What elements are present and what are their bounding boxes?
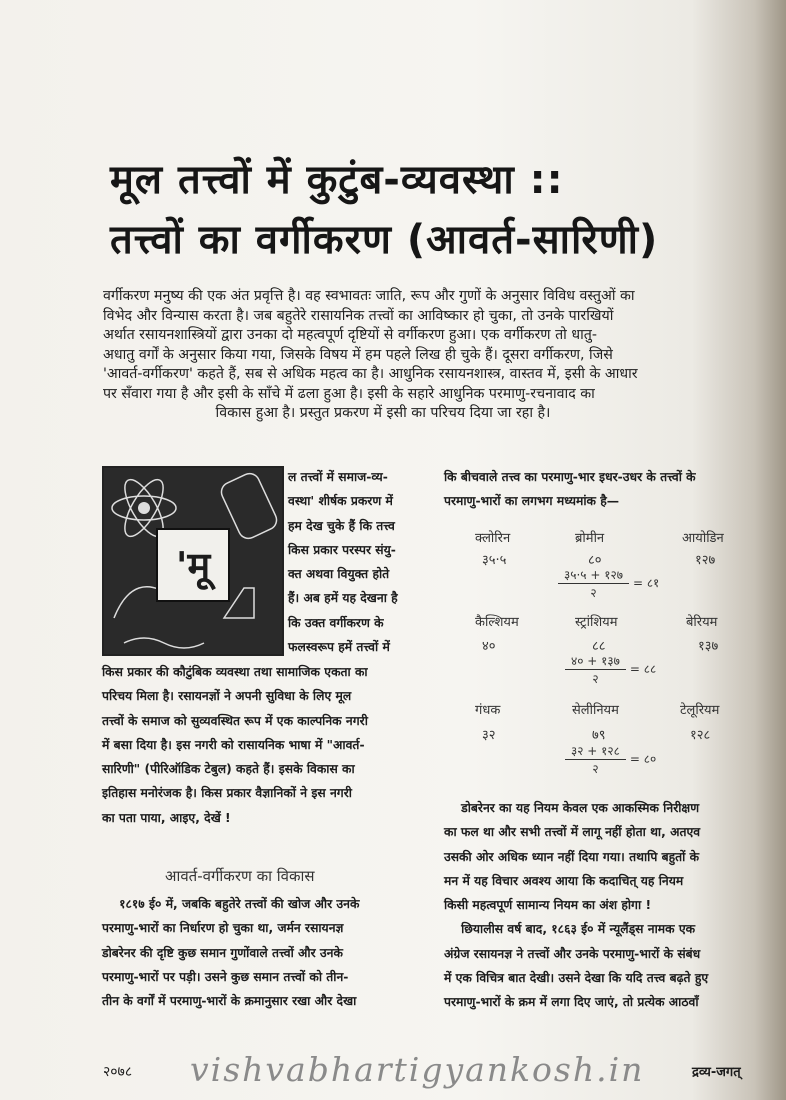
text-line: कि बीचवाले तत्त्व का परमाणु-भार इधर-उधर के तत्त्वों के	[444, 470, 696, 484]
intro-line: अधातु वर्गों के अनुसार किया गया, जिसके विषय में हम पहले लिख ही चुके हैं। दूसरा वर्गीकरण, जिसे	[103, 346, 613, 363]
text-line: तीन के वर्गों में परमाणु-भारों के क्रमानुसार रखा और देखा	[102, 994, 357, 1009]
formula-denominator: २	[592, 672, 599, 686]
text-line: परमाणु-भारों पर पड़ी। उसने कुछ समान तत्त्वों को तीन-	[102, 969, 349, 984]
element-name: सेलीनियम	[572, 703, 619, 718]
atomic-weight: १२७	[695, 553, 716, 568]
atomic-weight: १२८	[690, 728, 711, 743]
text-line: १८१७ ई० में, जबकि बहुतेरे तत्त्वों की खोज और उनके	[102, 897, 360, 911]
atomic-weight: ८८	[592, 639, 606, 654]
formula-numerator: ४० + १३७	[565, 652, 626, 670]
intro-line: विकास हुआ है। प्रस्तुत प्रकरण में इसी का परिचय दिया जा रहा है।	[215, 405, 551, 421]
text-line: किस प्रकार की कौटुंबिक व्यवस्था तथा सामाजिक एकता का	[102, 665, 368, 679]
text-line: इतिहास मनोरंजक है। किस प्रकार वैज्ञानिकों ने इस नगरी	[102, 786, 352, 801]
text-line: हम देख चुके हैं कि तत्त्व	[288, 518, 395, 533]
chapter-title-line2: तत्त्वों का वर्गीकरण (आवर्त-सारिणी)	[110, 217, 659, 263]
atomic-weight: ८०	[588, 553, 602, 568]
text-line: सारिणी" (पीरिऑडिक टेबुल) कहते हैं। इसके विकास का	[102, 762, 355, 777]
text-line: किसी महत्वपूर्ण सामान्य नियम का अंश होगा !	[444, 898, 652, 913]
text-line: वस्था' शीर्षक प्रकरण में	[288, 494, 393, 509]
left-column-section	[102, 892, 359, 1013]
element-name: बेरियम	[686, 615, 718, 630]
element-name: क्लोरिन	[475, 531, 511, 546]
text-line: का पता पाया, आइए, देखें !	[102, 810, 231, 825]
running-title: द्रव्य-जगत्	[692, 1065, 741, 1080]
text-line: छियालीस वर्ष बाद, १८६३ ई० में न्यूलैंड्स नामक एक	[444, 922, 696, 937]
text-line: तत्त्वों के समाज को सुव्यवस्थित रूप में एक काल्पनिक नगरी	[102, 713, 368, 728]
text-line: ल तत्त्वों में समाज-व्य-	[288, 470, 388, 484]
atomic-weight: ३५·५	[482, 553, 507, 568]
text-line: परिचय मिला है। रसायनज्ञों ने अपनी सुविधा के लिए मूल	[102, 689, 352, 704]
formula-result: = ८८	[629, 662, 657, 676]
text-line: डोबरेनर का यह नियम केवल एक आकस्मिक निरीक्षण	[444, 801, 700, 815]
element-name: आयोडिन	[682, 531, 724, 546]
triad-average-formula	[565, 652, 657, 687]
text-line: में बसा दिया है। इस नगरी को रासायनिक भाषा में "आवर्त-	[102, 737, 365, 752]
intro-line: विभेद और विन्यास करता है। जब बहुतेरे रासायनिक तत्त्वों का आविष्कार हो चुका, तो उनके पारखियों	[103, 307, 614, 324]
atomic-weight: १३७	[698, 639, 719, 654]
formula-denominator: २	[590, 586, 597, 600]
text-line: फलस्वरूप हमें तत्त्वों में	[288, 640, 390, 655]
text-line: उसकी ओर अधिक ध्यान नहीं दिया गया। तथापि बहुतों के	[444, 849, 700, 864]
intro-line: पर सँवारा गया है और इसी के साँचे में ढला हुआ है। इसी के सहारे आधुनिक परमाणु-रचनावाद का	[103, 385, 595, 402]
text-line: अंग्रेज रसायनज्ञ ने तत्त्वों और उनके परमाणु-भारों के संबंध	[444, 946, 701, 961]
text-line: हैं। अब हमें यह देखना है	[288, 591, 398, 606]
text-line: किस प्रकार परस्पर संयु-	[288, 542, 396, 557]
text-line: परमाणु-भारों के क्रम में लगा दिए जाएं, तो प्रत्येक आठवाँ	[444, 995, 699, 1010]
text-line: का फल था और सभी तत्त्वों में लागू नहीं होता था, अतएव	[444, 825, 701, 840]
drop-cap: 'मू	[156, 528, 230, 602]
element-name: स्ट्रांशियम	[575, 615, 618, 630]
chapter-illustration	[102, 466, 284, 656]
element-name: ब्रोमीन	[575, 531, 605, 546]
atomic-weight: ३२	[482, 728, 496, 743]
formula-denominator: २	[592, 762, 599, 776]
page-number: २०७८	[103, 1064, 133, 1080]
element-name: गंधक	[475, 703, 501, 718]
intro-line: अर्थात रसायनशास्त्रियों द्वारा उनका दो महत्वपूर्ण दृष्टियों से वर्गीकरण हुआ। एक वर्गीकरण तो धातु-	[103, 327, 597, 343]
right-column-body	[444, 796, 708, 1015]
formula-result: = ८१	[632, 576, 660, 590]
element-name: कैल्शियम	[475, 615, 519, 630]
intro-line: वर्गीकरण मनुष्य की एक अंत प्रवृत्ति है। वह स्वभावतः जाति, रूप और गुणों के अनुसार विविध वस्तुओं का	[103, 288, 635, 304]
atomic-weight: ७९	[592, 728, 606, 743]
right-column-top	[444, 465, 696, 514]
element-name: टेलूरियम	[680, 703, 720, 718]
left-column-body	[102, 660, 368, 830]
chapter-title-line1: मूल तत्त्वों में कुटुंब-व्यवस्था ::	[110, 157, 564, 203]
formula-numerator: ३५·५ + १२७	[558, 566, 629, 584]
text-line: में एक विचित्र बात देखी। उसने देखा कि यदि तत्त्व बढ़ते हुए	[444, 971, 709, 986]
atomic-weight: ४०	[482, 639, 496, 654]
section-subheading: आवर्त-वर्गीकरण का विकास	[165, 867, 315, 885]
text-line: परमाणु-भारों का लगभग मध्यमांक है—	[444, 494, 620, 509]
intro-line: 'आवर्त-वर्गीकरण' कहते हैं, सब से अधिक महत्व का है। आधुनिक रसायनशास्त्र, वास्तव में, इसी के आधार	[103, 366, 638, 382]
text-line: क्त अथवा वियुक्त होते	[288, 567, 390, 582]
intro-paragraph	[103, 287, 663, 424]
formula-numerator: ३२ + १२८	[565, 742, 626, 760]
text-line: कि उक्त वर्गीकरण के	[288, 615, 384, 630]
watermark: vishvabhartigyankosh.in	[190, 1050, 645, 1089]
text-line: परमाणु-भारों का निर्धारण हो चुका था, जर्मन रसायनज्ञ	[102, 921, 344, 936]
left-column-top	[288, 465, 398, 659]
triad-average-formula	[558, 566, 660, 601]
formula-result: = ८०	[629, 752, 657, 766]
text-line: मन में यह विचार अवश्य आया कि कदाचित् यह नियम	[444, 873, 684, 888]
triad-average-formula	[565, 742, 657, 777]
text-line: डोबरेनर की दृष्टि कुछ समान गुणोंवाले तत्त्वों और उनके	[102, 945, 343, 960]
